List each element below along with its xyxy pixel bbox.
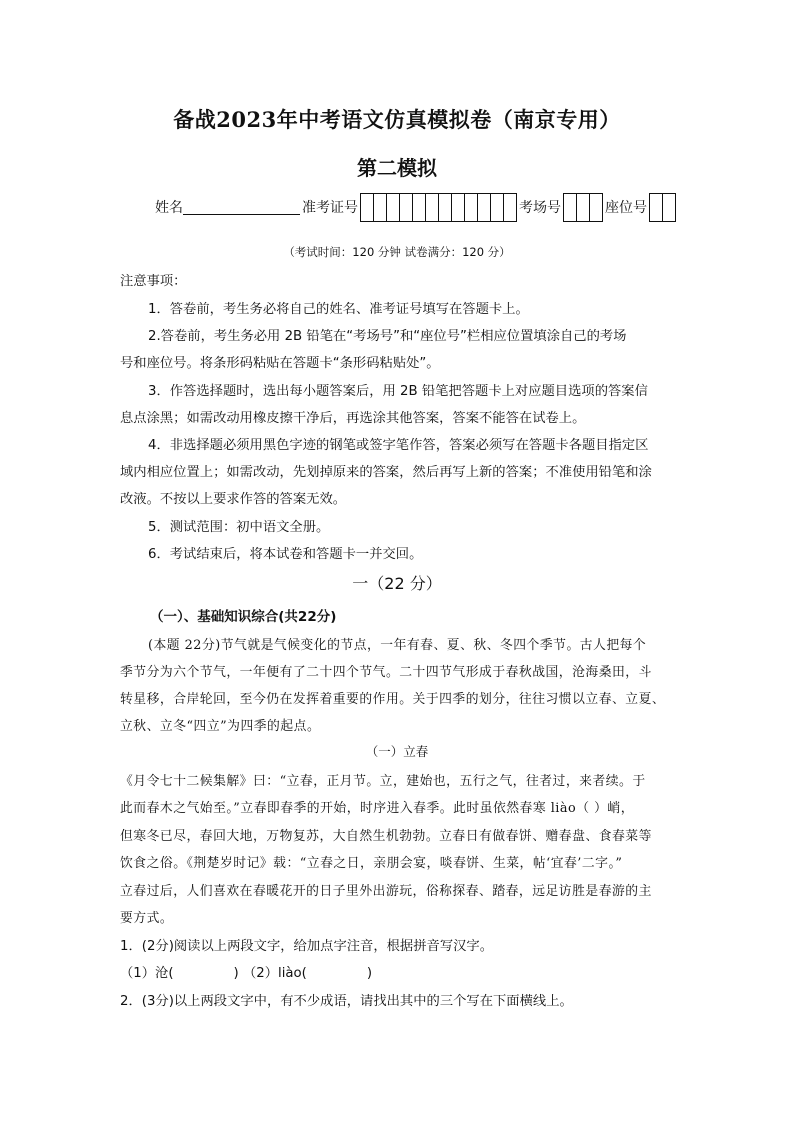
note-line: 1．答卷前，考生务必将自己的姓名、准考证号填写在答题卡上。 — [148, 302, 529, 317]
question-2: 2．(3分)以上两段文字中，有不少成语，请找出其中的三个写在下面横线上。 — [120, 994, 573, 1009]
name-label: 姓名 — [155, 200, 183, 216]
note-line: 号和座位号。将条形码粘贴在答题卡“条形码粘贴处”。 — [120, 356, 440, 371]
note-line: 5．测试范围：初中语文全册。 — [148, 520, 330, 535]
question-1: 1．(2分)阅读以上两段文字，给加点字注音，根据拼音写汉字。 — [120, 939, 494, 954]
exam-time-note: （考试时间：120 分钟 试卷满分：120 分） — [283, 245, 511, 259]
intro-line: (本题 22分)节气就是气候变化的节点，一年有春、夏、秋、冬四个季节。古人把每个 — [148, 638, 647, 653]
exam-subtitle: 第二模拟 — [357, 156, 437, 180]
name-blank — [183, 200, 300, 215]
exam-title: 备战2023年中考语文仿真模拟卷（南京专用） — [173, 107, 621, 132]
intro-line: 转星移，合岸轮回，至今仍在发挥着重要的作用。关于四季的划分，往往习惯以立春、立夏、 — [120, 692, 666, 707]
passage-line: 《月令七十二候集解》曰：“立春，正月节。立，建始也，五行之气，往者过，来者续。于 — [120, 774, 646, 789]
candidate-info-row — [155, 192, 678, 222]
note-line: 域内相应位置上；如需改动，先划掉原来的答案，然后再写上新的答案；不准使用铅笔和涂 — [120, 465, 652, 480]
note-line: 6．考试结束后，将本试卷和答题卡一并交回。 — [148, 547, 423, 562]
passage-line: 立春过后，人们喜欢在春暖花开的日子里外出游玩，俗称探春、踏春，远足访胜是春游的主 — [120, 884, 652, 899]
note-line: 改液。不按以上要求作答的答案无效。 — [120, 492, 347, 507]
intro-line: 季节分为六个节气，一年便有了二十四个节气。二十四节气形成于春秋战国，沧海桑田，斗 — [120, 665, 652, 680]
note-line: 4．非选择题必须用黑色字迹的钢笔或签字笔作答，答案必须写在答题卡各题目指定区 — [148, 438, 649, 453]
passage-line: 此而春木之气始至。”立春即春季的开始，时序进入春季。此时虽依然春寒 liào（ ）峭， — [120, 801, 634, 816]
q1-part-a: （1）沧( — [120, 966, 174, 981]
passage-line: 但寒冬已尽，春回大地，万物复苏，大自然生机勃勃。立春日有做春饼、赠春盘、食春菜等 — [120, 829, 652, 844]
note-line: 2.答卷前，考生务必用 2B 铅笔在“考场号”和“座位号”栏相应位置填涂自己的考场 — [148, 329, 627, 344]
seat-boxes — [649, 193, 676, 222]
room-boxes — [563, 193, 603, 222]
q1-part-c: ) — [366, 966, 373, 981]
intro-line: 立秋、立冬“四立”为四季的起点。 — [120, 719, 321, 734]
section-heading: 一（22 分） — [352, 574, 442, 593]
passage-line: 饮食之俗。《荆楚岁时记》载：“立春之日，亲朋会宴，啖春饼、生菜，帖‘宜春’二字。” — [120, 856, 623, 871]
note-line: 3．作答选择题时，选出每小题答案后，用 2B 铅笔把答题卡上对应题目选项的答案信 — [148, 384, 648, 399]
sub-section-heading: （一）、基础知识综合(共22分) — [150, 609, 337, 625]
passage-line: 要方式。 — [120, 911, 174, 926]
exam-id-label: 准考证号 — [302, 200, 358, 216]
seat-label: 座位号 — [605, 200, 647, 216]
room-label: 考场号 — [519, 200, 561, 216]
passage-heading: （一）立春 — [365, 744, 429, 759]
exam-id-boxes — [360, 193, 517, 222]
q1-part-b: ) （2）liào( — [233, 966, 307, 981]
notes-title: 注意事项： — [120, 274, 187, 289]
question-1-answers — [120, 962, 372, 981]
note-line: 息点涂黑；如需改动用橡皮擦干净后，再选涂其他答案，答案不能答在试卷上。 — [120, 411, 586, 426]
